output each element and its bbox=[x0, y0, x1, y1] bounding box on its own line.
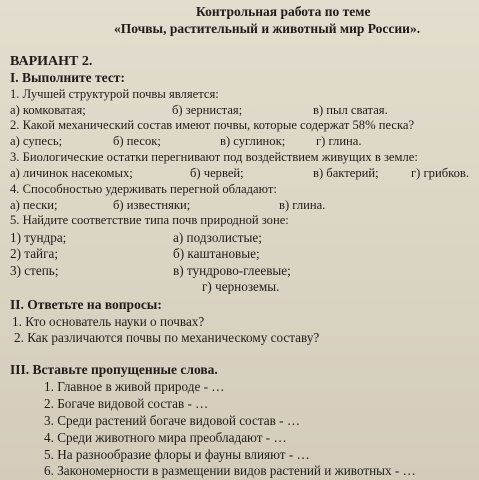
q3-option-a: а) личинок насекомых; bbox=[10, 166, 133, 180]
question-2: 2. Какой механический состав имеют почвы, которые содержат 58% песка? bbox=[10, 118, 415, 132]
q3-option-b: б) червей; bbox=[190, 166, 244, 180]
part3-title: III. Вставьте пропущенные слова. bbox=[10, 362, 218, 377]
header-line-1: Контрольная работа по теме bbox=[196, 4, 371, 19]
variant-heading: ВАРИАНТ 2. bbox=[10, 54, 93, 69]
part3-item-5: 5. На разнообразие флоры и фауны влияют - … bbox=[44, 447, 310, 462]
header-line-2: «Почвы, растительный и животный мир России». bbox=[114, 21, 421, 36]
q5-right-b: б) каштановые; bbox=[173, 246, 260, 261]
part2-question-1: 1. Кто основатель науки о почвах? bbox=[12, 314, 205, 329]
q2-option-a: а) супесь; bbox=[10, 134, 63, 148]
question-5: 5. Найдите соответствие типа почв природной зоне: bbox=[10, 213, 289, 227]
q4-option-b: б) известняки; bbox=[113, 198, 191, 212]
q4-option-c: в) глина. bbox=[279, 198, 326, 212]
question-1: 1. Лучшей структурой почвы является: bbox=[10, 87, 219, 101]
q2-option-c: в) суглинок; bbox=[220, 134, 286, 148]
part3-item-6: 6. Закономерности в размещении видов растений и животных - … bbox=[44, 463, 416, 478]
q5-left-1: 1) тундра; bbox=[10, 230, 67, 245]
q4-option-a: а) пески; bbox=[10, 198, 58, 212]
q1-option-b: б) зернистая; bbox=[172, 103, 243, 117]
q5-right-a: а) подзолистые; bbox=[173, 230, 262, 245]
question-4: 4. Способностью удерживать перегной обладают: bbox=[10, 182, 277, 196]
q1-option-c: в) пыл сватая. bbox=[313, 103, 388, 117]
part3-item-3: 3. Среди растений богаче видовой состав - … bbox=[44, 413, 301, 428]
q1-option-a: а) комковатая; bbox=[10, 103, 86, 117]
q2-option-d: г) глина. bbox=[316, 134, 362, 148]
part3-item-1: 1. Главное в живой природе - … bbox=[44, 379, 225, 394]
part3-item-2: 2. Богаче видовой состав - … bbox=[44, 396, 209, 411]
q5-left-3: 3) степь; bbox=[10, 263, 59, 278]
part1-title: I. Выполните тест: bbox=[10, 70, 125, 85]
q5-left-2: 2) тайга; bbox=[10, 246, 59, 261]
q2-option-b: б) песок; bbox=[113, 134, 161, 148]
q5-right-d: г) черноземы. bbox=[202, 279, 280, 294]
part3-item-4: 4. Среди животного мира преобладают - … bbox=[44, 430, 287, 445]
part2-title: II. Ответьте на вопросы: bbox=[10, 297, 162, 312]
q3-option-d: г) грибков. bbox=[411, 166, 469, 180]
q3-option-c: в) бактерий; bbox=[313, 166, 379, 180]
question-3: 3. Биологические остатки перегнивают под воздействием живущих в земле: bbox=[10, 150, 418, 164]
q5-right-c: в) тундрово-глеевые; bbox=[173, 263, 291, 278]
part2-question-2: 2. Как различаются почвы по механическому составу? bbox=[14, 330, 320, 345]
